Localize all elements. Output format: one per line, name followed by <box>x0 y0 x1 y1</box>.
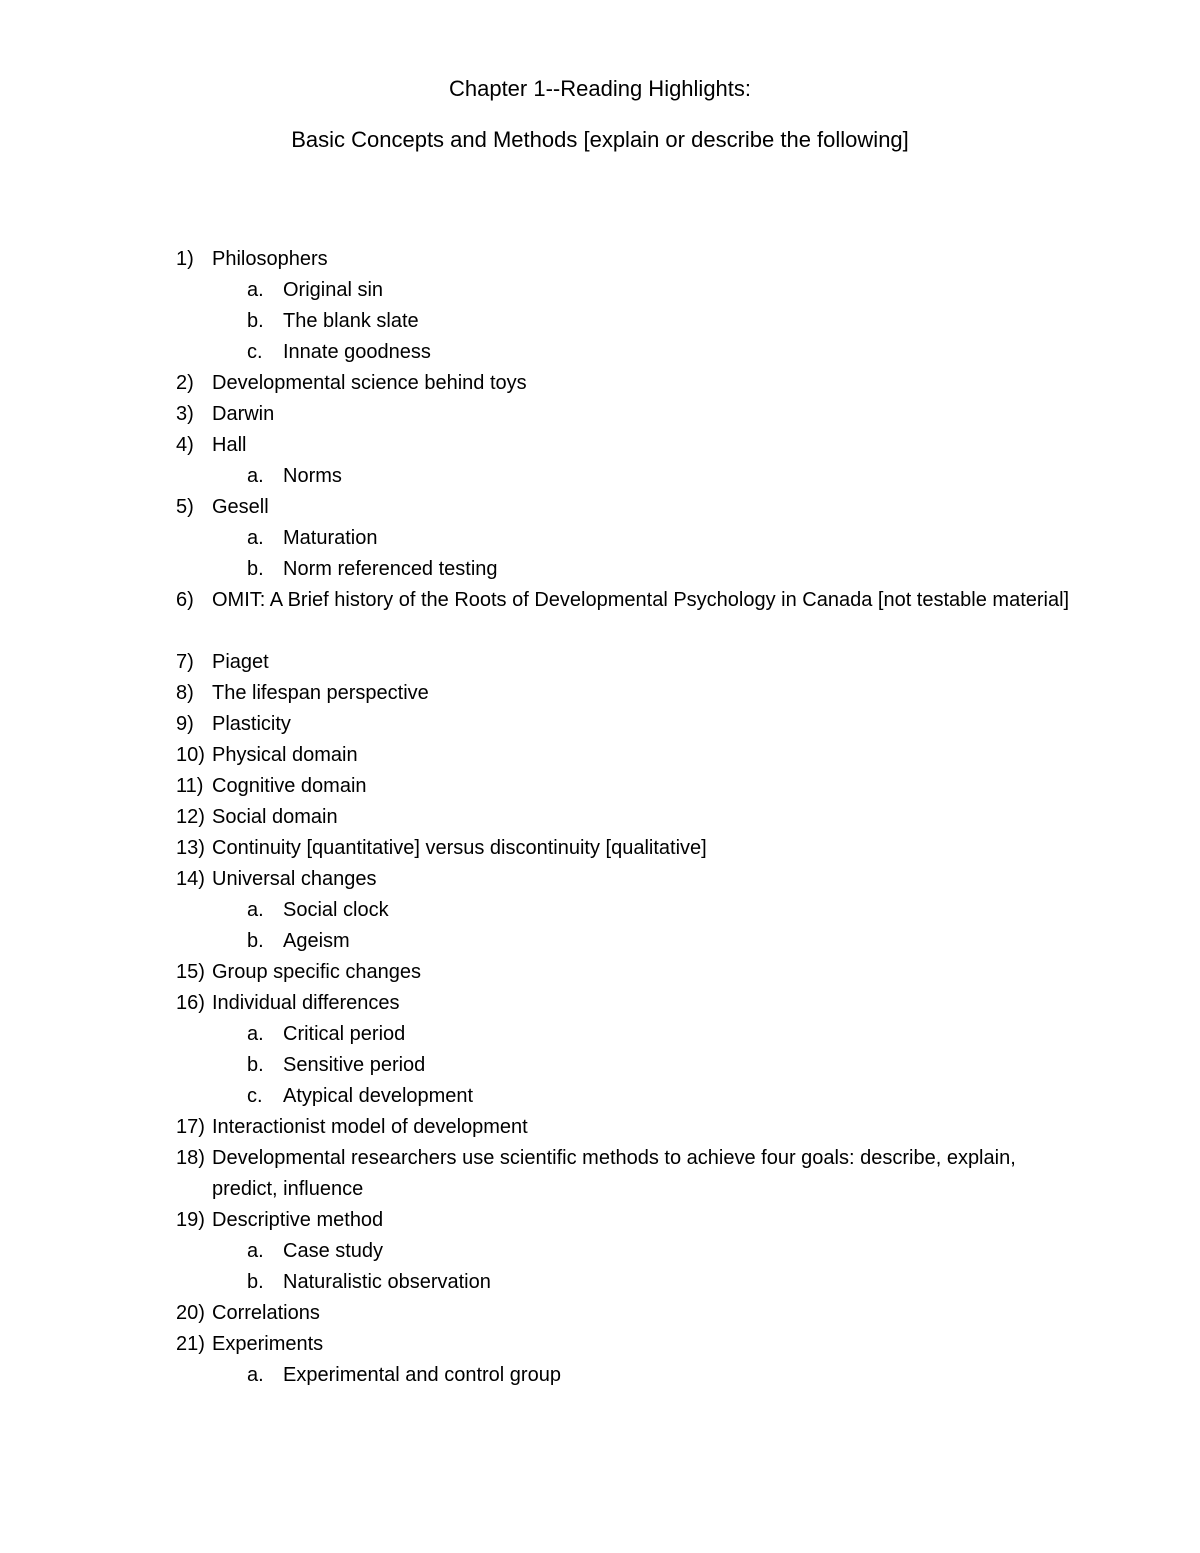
outline-subitem <box>0 554 1200 585</box>
item-number: 8) <box>176 682 194 704</box>
outline-item <box>0 988 1200 1019</box>
item-number: b. <box>247 558 264 580</box>
outline-subitem <box>0 337 1200 368</box>
item-number: 5) <box>176 496 194 518</box>
item-text: Cognitive domain <box>212 775 367 797</box>
item-number: 20) <box>176 1302 205 1324</box>
outline-subitem <box>0 1360 1200 1391</box>
item-number: 17) <box>176 1116 205 1138</box>
item-text: Developmental science behind toys <box>212 372 527 394</box>
outline-list <box>0 244 1200 1391</box>
outline-item <box>0 833 1200 864</box>
item-text: Interactionist model of development <box>212 1116 528 1138</box>
outline-subitem <box>0 1236 1200 1267</box>
outline-subitem <box>0 1019 1200 1050</box>
item-text: OMIT: A Brief history of the Roots of Developmental Psychology in Canada [not testable material] <box>212 589 1070 611</box>
outline-subitem <box>0 895 1200 926</box>
outline-item <box>0 1329 1200 1360</box>
item-number: 3) <box>176 403 194 425</box>
item-number: 19) <box>176 1209 205 1231</box>
item-text: Original sin <box>283 279 384 301</box>
item-text: Physical domain <box>212 744 358 766</box>
item-text: Correlations <box>212 1302 320 1324</box>
item-text: Experimental and control group <box>283 1364 561 1386</box>
item-number: a. <box>247 465 264 487</box>
item-number: 2) <box>176 372 194 394</box>
item-text: Group specific changes <box>212 961 422 983</box>
item-text: Piaget <box>212 651 269 673</box>
item-text: Maturation <box>283 527 378 549</box>
outline-subitem <box>0 523 1200 554</box>
item-number: a. <box>247 279 264 301</box>
item-text: Sensitive period <box>283 1054 426 1076</box>
item-number: 10) <box>176 744 205 766</box>
outline-item <box>0 1298 1200 1329</box>
item-text: Ageism <box>283 930 350 952</box>
item-text: The blank slate <box>283 310 419 332</box>
outline-subitem <box>0 1267 1200 1298</box>
item-number: a. <box>247 1364 264 1386</box>
item-number: 18) <box>176 1147 205 1169</box>
item-number: a. <box>247 527 264 549</box>
item-text: Philosophers <box>212 248 328 270</box>
item-text: The lifespan perspective <box>212 682 429 704</box>
item-text: Universal changes <box>212 868 377 890</box>
item-text: Innate goodness <box>283 341 431 363</box>
outline-item <box>0 585 1200 647</box>
outline-item <box>0 771 1200 802</box>
item-number: 4) <box>176 434 194 456</box>
outline-item <box>0 430 1200 461</box>
item-text: Experiments <box>212 1333 324 1355</box>
outline-subitem <box>0 1050 1200 1081</box>
item-number: a. <box>247 899 264 921</box>
document-subtitle: Basic Concepts and Methods [explain or describe the following] <box>291 127 909 152</box>
item-text: Social domain <box>212 806 338 828</box>
outline-item <box>0 244 1200 275</box>
item-number: 14) <box>176 868 205 890</box>
outline-subitem <box>0 306 1200 337</box>
item-text: Continuity [quantitative] versus discontinuity [qualitative] <box>212 837 707 859</box>
outline-item <box>0 740 1200 771</box>
outline-item <box>0 1143 1200 1205</box>
outline-item <box>0 368 1200 399</box>
outline-subitem <box>0 275 1200 306</box>
item-number: b. <box>247 930 264 952</box>
item-number: 1) <box>176 248 194 270</box>
item-text: Norms <box>283 465 342 487</box>
outline-item <box>0 399 1200 430</box>
item-number: 9) <box>176 713 194 735</box>
item-number: 21) <box>176 1333 205 1355</box>
item-number: a. <box>247 1240 264 1262</box>
outline-subitem <box>0 926 1200 957</box>
item-text: Norm referenced testing <box>283 558 498 580</box>
item-text: Atypical development <box>283 1085 474 1107</box>
item-text: Hall <box>212 434 247 456</box>
item-text: Descriptive method <box>212 1209 384 1231</box>
outline-item <box>0 647 1200 678</box>
item-number: c. <box>247 341 263 363</box>
item-number: 12) <box>176 806 205 828</box>
outline-item <box>0 678 1200 709</box>
outline-item <box>0 1112 1200 1143</box>
item-number: 11) <box>176 775 204 797</box>
outline-item <box>0 709 1200 740</box>
item-number: 6) <box>176 589 194 611</box>
outline-item <box>0 802 1200 833</box>
item-number: 7) <box>176 651 194 673</box>
item-text: Social clock <box>283 899 389 921</box>
item-text: Individual differences <box>212 992 400 1014</box>
item-number: a. <box>247 1023 264 1045</box>
item-text: Critical period <box>283 1023 406 1045</box>
item-number: 13) <box>176 837 205 859</box>
outline-subitem <box>0 461 1200 492</box>
item-number: c. <box>247 1085 263 1107</box>
item-number: b. <box>247 310 264 332</box>
item-text: Plasticity <box>212 713 291 735</box>
item-text: Darwin <box>212 403 275 425</box>
document-title: Chapter 1--Reading Highlights: <box>448 76 752 101</box>
item-text: Developmental researchers use scientific methods to achieve four goals: describe, explain, predict, influence <box>212 1147 1016 1200</box>
item-number: 15) <box>176 961 205 983</box>
item-number: 16) <box>176 992 205 1014</box>
outline-item <box>0 492 1200 523</box>
item-text: Gesell <box>212 496 269 518</box>
item-number: b. <box>247 1271 264 1293</box>
outline-item <box>0 1205 1200 1236</box>
outline-item <box>0 864 1200 895</box>
outline-subitem <box>0 1081 1200 1112</box>
item-text: Naturalistic observation <box>283 1271 491 1293</box>
item-text: Case study <box>283 1240 384 1262</box>
item-number: b. <box>247 1054 264 1076</box>
outline-item <box>0 957 1200 988</box>
